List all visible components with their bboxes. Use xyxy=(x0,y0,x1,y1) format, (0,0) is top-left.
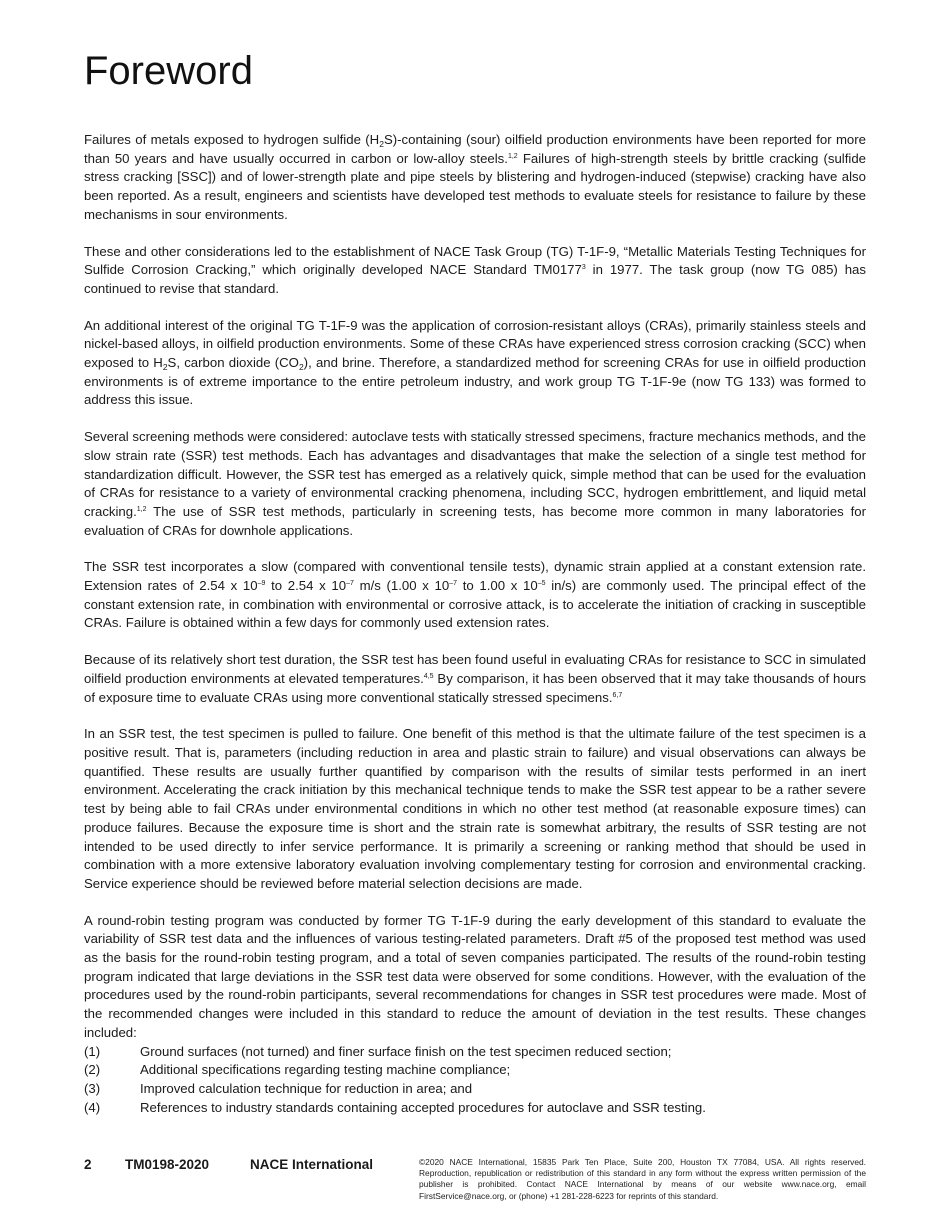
paragraph-2: These and other considerations led to the establishment of NACE Task Group (TG) T-1F-9, “Metallic Materials Testing Techniques for Sulfide Corrosion Cracking,” which originally developed NACE Standard TM0177$^3$ in 1977. The task group (now TG 085) has continued to revise that standard. xyxy=(84,243,866,296)
list-item: (1) Ground surfaces (not turned) and finer surface finish on the test specimen reduced section; xyxy=(84,1043,672,1059)
paragraph-5: The SSR test incorporates a slow (compared with conventional tensile tests), dynamic strain applied at a constant extension rate. Extension rates of 2.54 x $10^{-9}$ to 2.54 x $10^{-7}$ m/s (1.00 x $10^{-7}$ to 1.00 x $10^{-5}$ in/s) are commonly used. The principal effect of the constant extension rate, in combination with environmental or corrosive attack, is to accelerate the initiation of cracking in susceptible CRAs. Failure is obtained within a few days for commonly used extension rates. xyxy=(84,559,866,631)
standard-id: TM0198-2020 xyxy=(125,1157,210,1172)
page-number: 2 xyxy=(84,1157,92,1172)
paragraph-8: A round-robin testing program was conducted by former TG T-1F-9 during the early development of this standard to evaluate the variability of SSR test data and the influences of various testing-related parameters. Draft #5 of the proposed test method was used as the basis for the round-robin testing program, and a total of seven companies participated. The results of the round-robin testing program indicated that large deviations in the SSR test data were observed for some conditions. However, with the evaluation of the procedures used by the round-robin participants, several recommendations for changes in SSR test procedures were made. Most of the recommended changes were included in this standard to reduce the amount of deviation in the test results. These changes included: xyxy=(84,912,866,1040)
paragraph-7: In an SSR test, the test specimen is pulled to failure. One benefit of this method is that the ultimate failure of the test specimen is a positive result. That is, parameters (including reduction in area and plastic strain to failure) and visual observations can always be quantified. These results are usually further quantified by comparison with the results of similar tests performed in an inert environment. Accelerating the crack initiation by this mechanical technique tends to make the SSR test appear to be a rather severe test by being able to fail CRAs under environmental conditions in which no other test method (at reasonable exposure times) can produce failures. Because the exposure time is short and the strain rate is somewhat arbitrary, the results of SSR testing are not intended to be used directly to infer service performance. It is primarily a screening or ranking method that should be used in combination with a more extensive laboratory evaluation involving complementary testing for corrosion and environmental cracking. Service experience should be reviewed before material selection decisions are made. xyxy=(84,726,866,891)
paragraph-1: Failures of metals exposed to hydrogen sulfide $(H_2S)$-containing (sour) oilfield production environments have been reported for more than 50 years and have usually occurred in carbon or low-alloy steels.$^{1,2}$ Failures of high-strength steels by brittle cracking (sulfide stress cracking [SSC]) and of lower-strength plate and pipe steels by blistering and hydrogen-induced (stepwise) cracking have also been reported. As a result, engineers and scientists have developed test methods to evaluate steels for resistance to failure by these mechanisms in sour environments. xyxy=(84,132,866,222)
list-item: (4) References to industry standards containing accepted procedures for autoclave and SSR testing. xyxy=(84,1099,706,1115)
organization-name: NACE International xyxy=(250,1157,374,1172)
citation-ref: 4,5 xyxy=(423,672,434,680)
foreword-body xyxy=(84,131,866,1117)
paragraph-3: An additional interest of the original TG T-1F-9 was the application of corrosion-resistant alloys (CRAs), primarily stainless steels and nickel-based alloys, in oilfield production environments. Some of these CRAs have experienced stress corrosion cracking (SCC) when exposed to $H_2S$, carbon dioxide $(CO_2)$, and brine. Therefore, a standardized method for screening CRAs for use in oilfield production environments is of extreme importance to the entire petroleum industry, and work group TG T-1F-9e (now TG 133) was formed to address this issue. xyxy=(84,317,866,408)
changes-list xyxy=(84,1043,866,1118)
paragraph-6: Because of its relatively short test duration, the SSR test has been found useful in evaluating CRAs for resistance to SCC in simulated oilfield production environments at elevated temperatures.$^{4,5}$ By comparison, it has been observed that it may take thousands of hours of exposure time to evaluate CRAs using more conventional statically stressed specimens.$^{6,7}$ xyxy=(84,652,866,705)
list-item: (3) Improved calculation technique for reduction in area; and xyxy=(84,1080,473,1096)
page-title: Foreword xyxy=(84,49,253,93)
list-item: (2) Additional specifications regarding testing machine compliance; xyxy=(84,1062,511,1078)
copyright-notice: ©2020 NACE International, 15835 Park Ten Place, Suite 200, Houston TX 77084, USA. All rights reserved. Reproduction, republication or redistribution of this standard in any form without the express written permission of the publisher is prohibited. Contact NACE International by means of our website www.nace.org, email FirstService@nace.org, or (phone) +1 281-228-6223 for reprints of this standard. xyxy=(419,1157,866,1201)
citation-ref: 6,7 xyxy=(612,691,623,699)
citation-ref: 3 xyxy=(581,264,586,272)
citation-ref: 1,2 xyxy=(507,152,518,160)
citation-ref: 1,2 xyxy=(136,505,147,513)
paragraph-4: Several screening methods were considered: autoclave tests with statically stressed specimens, fracture mechanics methods, and the slow strain rate (SSR) test methods. Each has advantages and disadvantages that make the selection of a single test method for standardization difficult. However, the SSR test has emerged as a relatively quick, simple method that can be used for the evaluation of CRAs for resistance to a variety of environmental cracking phenomena, including SCC, hydrogen embrittlement, and liquid metal cracking.$^{1,2}$ The use of SSR test methods, particularly in screening tests, has become more common in many laboratories for evaluation of CRAs for downhole applications. xyxy=(84,429,866,538)
